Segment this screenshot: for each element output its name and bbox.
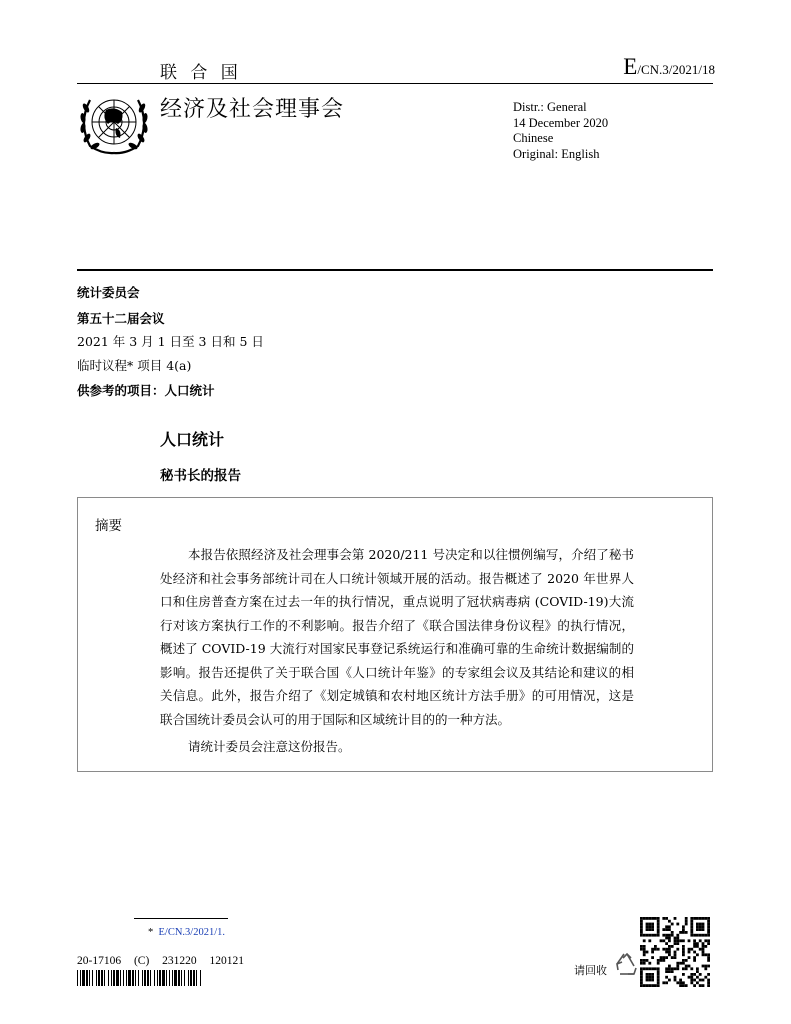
barcode: [77, 970, 205, 986]
date-code-2: 120121: [209, 955, 245, 967]
footnote-mark: *: [148, 927, 154, 938]
summary-request: 请统计委员会注意这份报告。: [188, 739, 351, 754]
document-symbol: [623, 54, 715, 80]
distribution-language: Chinese: [513, 131, 554, 145]
summary-body: 本报告依照经济及社会理事会第 2020/211 号决定和以往惯例编写，介绍了秘书处经济和社会事务部统计司在人口统计领域开展的活动。报告概述了 2020 年世界人口和住房普查方案在过去一年的执行情况，重点说明了冠状病毒病 (COVID-19)大流行对该方案执行工作的不利影响。报告介绍了《联合国法律身份议程》的执行情况，概述了 COVID-19 大流行对国家民事登记系统运行和准确可靠的生命统计数据编制的影响。报告还提供了关于联合国《人口统计年鉴》的专家组会议及其结论和建议的相关信息。此外，报告介绍了《划定城镇和农村地区统计方法手册》的可用情况，这是联合国统计委员会认可的用于国际和区域统计目的的一种方法。: [160, 547, 634, 727]
section-rule: [77, 269, 713, 271]
recycle-icon: [614, 952, 640, 978]
document-symbol-rest: /CN.3/2021/18: [637, 62, 715, 77]
distribution-info: [513, 100, 608, 162]
job-number-line: [77, 955, 244, 967]
document-symbol-prefix: E: [623, 54, 638, 79]
organization-name: 联 合 国: [160, 63, 242, 83]
qr-code: [640, 917, 710, 987]
agenda-item: 临时议程* 项目 4(a): [77, 358, 192, 373]
document-subtitle: 秘书长的报告: [160, 468, 241, 484]
information-item: 供参考的项目：人口统计: [77, 383, 215, 398]
council-name: 经济及社会理事会: [160, 97, 345, 122]
summary-heading: 摘要: [95, 518, 122, 534]
distribution-date: 14 December 2020: [513, 115, 609, 130]
footnote-rule: [134, 918, 228, 919]
date-code-1: 231220: [162, 955, 197, 967]
un-emblem-icon: [76, 90, 152, 156]
job-number: 20-17106 (C): [77, 955, 150, 967]
document-title: 人口统计: [160, 430, 225, 449]
commission-name: 统计委员会: [77, 285, 140, 300]
footnote-link[interactable]: E/CN.3/2021/1.: [158, 927, 226, 938]
session-name: 第五十二届会议: [77, 311, 165, 326]
recycle-label: 请回收: [574, 964, 607, 977]
footnote: [148, 927, 225, 938]
header-rule: [77, 83, 713, 84]
session-dates: 2021 年 3 月 1 日至 3 日和 5 日: [77, 334, 264, 349]
distribution-original: Original: English: [513, 146, 600, 161]
distribution-line: Distr.: General: [513, 100, 587, 114]
